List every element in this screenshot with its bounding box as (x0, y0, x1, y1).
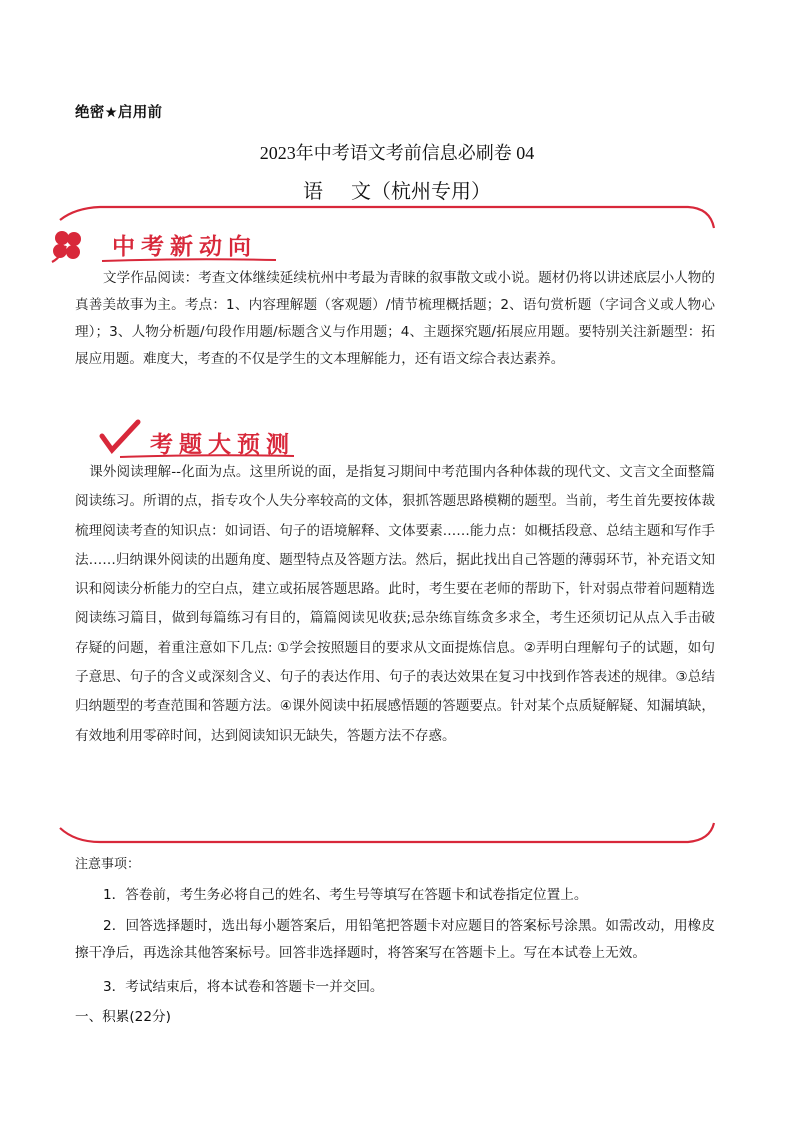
note-item: 2．回答选择题时，选出每小题答案后，用铅笔把答题卡对应题目的答案标号涂黑。如需改动，用橡皮擦干净后，再选涂其他答案标号。回答非选择题时，将答案写在答题卡上。写在本试卷上无效。 (75, 918, 715, 961)
part-one-heading: 一、积累(22分) (75, 1009, 171, 1025)
section-heading-new-trend: 中考新动向 (112, 234, 257, 260)
notes-title: 注意事项： (75, 857, 141, 872)
subject-char: 语 (303, 179, 323, 203)
clover-icon (46, 226, 106, 266)
new-trend-text: 文学作品阅读：考查文体继续延续杭州中考最为青睐的叙事散文或小说。题材仍将以讲述底层小人物的真善美故事为主。考点：1、内容理解题（客观题）/情节梳理概括题；2、语句赏析题（字词含义或人物心理）；3、人物分析题/句段作用题/标题含义与作用题；4、主题探究题/拓展应用题。要特别关注新题型：拓展应用题。难度大，考查的不仅是学生的文本理解能力，还有语文综合表达素养。 (75, 270, 715, 367)
heading-underline (100, 257, 280, 265)
prediction-text: 课外阅读理解--化面为点。这里所说的面，是指复习期间中考范围内各种体裁的现代文、文言文全面整篇阅读练习。所谓的点，指专攻个人失分率较高的文体，狠抓答题思路模糊的题型。当前，考生首先要按体裁梳理阅读考查的知识点：如词语、句子的语境解释、文体要素……能力点：如概括段意、总结主题和写作手法……归纳课外阅读的出题角度、题型特点及答题方法。然后，据此找出自己答题的薄弱环节，补充语文知识和阅读分析能力的空白点，建立或拓展答题思路。此时，考生要在老师的帮助下，针对弱点带着问题精选阅读练习篇目，做到每篇练习有目的，篇篇阅读见收获;忌杂练盲练贪多求全，考生还须切记从点入手击破存疑的问题，着重注意如下几点: ①学会按照题目的要求从文面提炼信息。②弄明白理解句子的试题，如句子意思、句子的含义或深刻含义、句子的表达作用、句子的表达效果在复习中找到作答表述的规律。③总结归纳题型的考查范围和答题方法。④课外阅读中拓展感悟题的答题要点。针对某个点质疑解疑、知漏填缺，有效地利用零碎时间，达到阅读知识无缺失，答题方法不存惑。 (75, 464, 715, 744)
section-heading-prediction: 考题大预测 (150, 432, 295, 458)
confidential-label: 绝密★启用前 (75, 105, 163, 121)
subject-rest: 文（杭州专用） (351, 179, 491, 203)
note-item: 1．答卷前，考生务必将自己的姓名、考生号等填写在答题卡和试卷指定位置上。 (103, 887, 588, 903)
note-item: 3．考试结束后，将本试卷和答题卡一并交回。 (103, 979, 384, 995)
prediction-paragraph (75, 458, 715, 751)
new-trend-paragraph (75, 265, 715, 373)
checkmark-icon (98, 418, 148, 458)
exam-title: 2023年中考语文考前信息必刷卷 04 (259, 143, 535, 163)
